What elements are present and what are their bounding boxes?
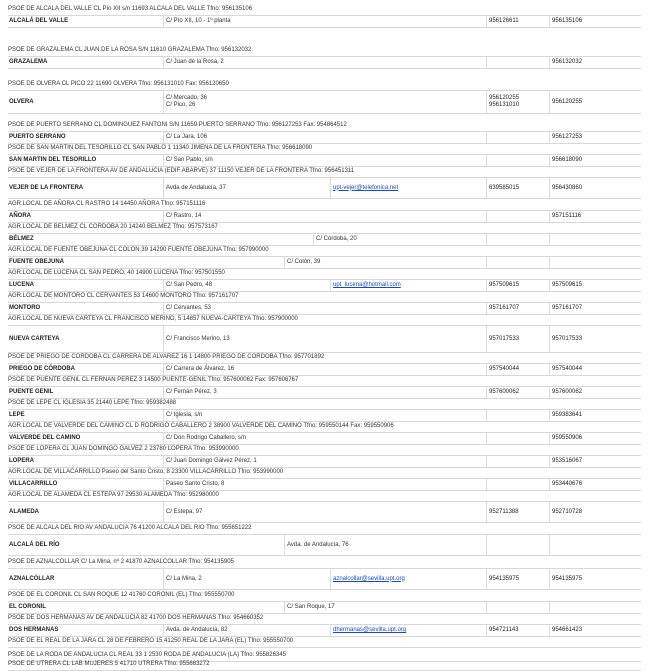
entry-email[interactable] [330,625,486,636]
entry-name: SAN MARTIN DEL TESORILLO [9,157,97,163]
entry-fax [549,535,641,555]
entry-address: Avda. de Andalucía, 76 [284,535,486,555]
phone-line: 956120255 [489,95,520,101]
entry-name: GRAZALEMA [9,59,48,65]
entry-header: AGR.LOCAL DE NUEVA CARTEYA CL FRANCISCO MERINO, 5 14857 NUEVA-CARTEYA Tfno: 957900000 [8,316,641,326]
entry-fax: 954135975 [549,569,641,589]
entry-address: C/ San Pedro, 48 [163,280,330,291]
entry-header: AGR.LOCAL DE VILLACARRILLO Paseo del Santo Cristo, 8 23300 VILLACARRILLO Tfno: 953990000 [8,469,641,479]
entry-phone [486,410,549,421]
entry-header: PSOE DE LA RODA DE ANDALUCIA CL REAL 33 1 2530 RODA DE ANDALUCIA (LA) Tfno: 955826345 [8,652,641,662]
table-row [8,326,641,353]
entry-phone: 957540044 [486,364,549,375]
entry-phone [486,602,549,613]
entry-header: PSOE DE PRIEGO DE CORDOBA CL CARRERA DE ALVAREZ 16 1 14800 PRIEGO DE CORDOBA Tfno: 957701892 [8,354,641,364]
entry-fax: 957151116 [549,211,641,222]
entry-header: PSOE DE ALCALA DEL VALLE CL Pío XII s/n 11693 ALCALA DEL VALLE Tfno: 956135106 [8,6,641,16]
entry-name: PUENTE GENIL [9,389,54,395]
entry-fax: 956120255 [549,91,641,113]
entry-fax: 954661423 [549,625,641,636]
entry-email[interactable] [330,280,486,291]
entry-fax: 957161707 [549,303,641,314]
entry-phone [486,433,549,444]
entry-header: AGR.LOCAL DE BELMEZ CL CORDOBA 20 14240 BELMEZ Tfno: 957573167 [8,224,641,234]
entry-phone: 957161707 [486,303,549,314]
entry-phone: 954721143 [486,625,549,636]
entry-fax [549,602,641,613]
table-row [8,433,641,445]
entry-name: LUCENA [9,282,34,288]
entry-email[interactable] [330,178,486,198]
entry-phone [486,456,549,467]
entry-header: PSOE DE DOS HERMANAS AV DE ANDALUCIA 82 41700 DOS HERMANAS Tfno: 954660352 [8,615,641,625]
entry-address: Avda de Andalucía, 37 [163,178,330,198]
entry-fax: 953516067 [549,456,641,467]
entry-fax: 959550906 [549,433,641,444]
table-row [8,91,641,114]
entry-header: AGR.LOCAL DE VALVERDE DEL CAMINO CL D RODRIGO CABALLERO 2 38900 VALVERDE DEL CAMINO Tfno: 959550144 Fax: 959550906 [8,423,641,433]
entry-address: C/ Estepa, 97 [163,502,486,522]
entry-phone [486,234,549,245]
table-row [8,211,641,223]
email-link[interactable]: aznalcollar@sevilla.upt.org [333,575,405,582]
entry-name: LEPE [9,412,25,418]
table-row [8,625,641,637]
table-row [8,16,641,28]
table-row [8,132,641,144]
table-row [8,257,641,269]
entry-address: C/ Carrera de Álvarez, 16 [163,364,486,375]
entry-fax: 956132032 [549,57,641,68]
entry-name: NUEVA CARTEYA [9,335,60,342]
entry-name: AZNALCÓLLAR [9,575,55,582]
entry-header: PSOE DE SAN MARTIN DEL TESORILLO CL SAN PABLO 1 11340 JIMENA DE LA FRONTERA Tfno: 956618090 [8,145,641,155]
entry-header: PSOE DE ALCALA DEL RIO AV ANDALUCIA 76 41200 ALCALA DEL RIO Tfno: 955651222 [8,525,641,535]
entry-address: C/ Don Rodrigo Caballero, s/n [163,433,486,444]
table-row [8,178,641,199]
table-row [8,387,641,399]
entry-address: C/ Colón, 39 [284,257,486,268]
entry-header: PSOE DE AZNALCOLLAR C/ La Mina, nº 2 41870 AZNALCOLLAR Tfno: 954135905 [8,559,641,569]
entry-header: PSOE DE PUENTE GENIL CL FERNAN PEREZ 3 14500 PUENTE-GENIL Tfno: 957600062 Fax: 957606767 [8,377,641,387]
entry-name: PUERTO SERRANO [9,134,66,140]
entry-phone: 957509615 [486,280,549,291]
entry-name: MONTORO [9,305,41,311]
entry-header: PSOE DE EL REAL DE LA JARA CL 28 DE FEBRERO 15 41250 REAL DE LA JARA (EL) Tfno: 955550700 [8,638,641,648]
entry-address: C/ San Roque, 17 [284,602,486,613]
table-row [8,535,641,556]
entry-phone: 956126611 [486,16,549,27]
entry-phone [486,91,549,113]
table-row [8,57,641,69]
entry-fax: 957017533 [549,326,641,352]
entry-phone [486,211,549,222]
entry-address: C/ Juan de la Rosa, 2 [163,57,486,68]
entry-phone [486,57,549,68]
entry-name: ALCALÁ DEL VALLE [9,18,69,24]
entry-name: BÉLMEZ [9,236,34,242]
table-row [8,155,641,167]
entry-header: AGR.LOCAL DE MONTORO CL CERVANTES 53 14600 MONTORO Tfno: 957161707 [8,293,641,303]
table-row [8,647,641,652]
entry-name: ALAMEDA [9,508,39,515]
entry-phone: 954135975 [486,569,549,589]
entry-name: FUENTE OBEJUNA [9,259,65,265]
entry-phone: 957600062 [486,387,549,398]
entry-header: AGR.LOCAL DE AÑORA CL RASTRO 14 14450 AÑORA Tfno: 957151116 [8,201,641,211]
entry-fax [549,234,641,245]
entry-name: ALCALÁ DEL RÍO [9,541,60,548]
entry-address [163,91,486,113]
email-link[interactable]: dhermanas@sevilla.upt.org [333,627,407,633]
entry-name: DOS HERMANAS [9,627,59,633]
entry-fax: 957540044 [549,364,641,375]
phone-line: 956131010 [489,102,520,108]
table-row [8,410,641,422]
entry-name: VALVERDE DEL CAMINO [9,435,81,441]
entry-name: VEJER DE LA FRONTERA [9,184,84,191]
entry-address: C/ San Pablo, s/n [163,155,486,166]
entry-header: AGR.LOCAL DE FUENTE OBEJUNA CL COLON 39 14290 FUENTE OBEJUNA Tfno: 957990000 [8,247,641,257]
entry-header: PSOE DE OLVERA CL PICO 22 11690 OLVERA Tfno: 956131010 Fax: 956120650 [8,81,641,91]
entry-phone [486,132,549,143]
entry-fax: 953440676 [549,479,641,490]
entry-name: VILLACARRILLO [9,481,58,487]
table-row [8,303,641,315]
table-row [8,456,641,468]
entry-name: PRIEGO DE CÓRDOBA [9,366,76,372]
table-row [8,234,641,246]
entry-phone: 957017533 [486,326,549,352]
entry-name: EL CORONIL [9,604,46,610]
entry-phone [486,479,549,490]
entry-header: PSOE DE LEPE CL IGLESIA 35 21440 LEPE Tfno: 959382488 [8,400,641,410]
entry-address: C/ Iglesia, s/n [163,410,486,421]
table-row [8,364,641,376]
address-line: C/ Mercado, 36 [166,95,208,101]
entry-address: C/ Córdoba, 20 [313,234,486,245]
entry-address: C/ Francisco Merino, 13 [163,326,486,352]
entry-phone: 952711388 [486,502,549,522]
entry-name: LOPERA [9,458,35,464]
entry-fax: 959383641 [549,410,641,421]
entry-header: AGR.LOCAL DE LUCENA CL SAN PEDRO, 40 14900 LUCENA Tfno: 957501550 [8,270,641,280]
entry-address: Avda. de Andalucía, 82 [163,625,330,636]
entry-header: PSOE DE PUERTO SERRANO CL DOMINGUEZ FANTONI S/N 11659 PUERTO SERRANO Tfno: 956127253 Fax: 954864512 [8,122,641,132]
entry-address: C/ Cervantes, 53 [163,303,486,314]
entry-fax: 957600062 [549,387,641,398]
entry-header: AGR.LOCAL DE ALAMEDA CL ESTEPA 97 29530 ALAMEDA Tfno: 952980000 [8,492,641,502]
entry-phone: 639585015 [486,178,549,198]
email-link[interactable]: upt-vejer@telefonica.net [333,184,399,191]
entry-name: OLVERA [9,98,34,105]
entry-address: C/ Juan Domingo Gálvez Pérez, 1 [163,456,486,467]
entry-phone [486,535,549,555]
table-row [8,602,641,614]
email-link[interactable]: upt_lucena@hotmail.com [333,282,401,288]
table-row [8,569,641,590]
entry-address: C/ Rastro, 14 [163,211,486,222]
entry-header: PSOE DE UTRERA CL LAB MUJERES 5 41710 UTRERA Tfno: 955663272 [8,661,641,671]
entry-address: Paseo Santo Cristo, 8 [163,479,486,490]
entry-address: C/ La Mina, 2 [163,569,330,589]
entry-header: PSOE DE EL CORONIL CL SAN ROQUE 12 41760 CORONIL (EL) Tfno: 955550700 [8,592,641,602]
entry-header: PSOE DE GRAZALEMA CL JUAN DE LA ROSA S/N 11610 GRAZALEMA Tfno: 956132032 [8,47,641,57]
entry-name: AÑORA [9,213,31,219]
entry-address: C/ Fernán Pérez, 3 [163,387,486,398]
entry-fax: 957509615 [549,280,641,291]
entry-fax: 952710728 [549,502,641,522]
entry-fax: 956135106 [549,16,641,27]
entry-fax: 956430860 [549,178,641,198]
entry-address: C/ Pío XII, 10 - 1º planta [163,16,486,27]
entry-phone [486,257,549,268]
address-line: C/ Pico, 26 [166,102,196,108]
table-row [8,502,641,523]
entry-phone [486,155,549,166]
table-row [8,280,641,292]
entry-header: PSOE DE VEJER DE LA FRONTERA AV DE ANDALUCIA (EDIF ABARVE) 37 11150 VEJER DE LA FRONTERA Tfno: 956451311 [8,168,641,178]
entry-address: C/ La Jara, 106 [163,132,486,143]
table-row [8,479,641,491]
entry-fax: 956618090 [549,155,641,166]
entry-header: PSOE DE LOPERA CL JUAN DOMINGO GALVEZ 2 23780 LOPERA Tfno: 953990000 [8,446,641,456]
entry-fax [549,257,641,268]
entry-fax: 956127253 [549,132,641,143]
entry-email[interactable] [330,569,486,589]
